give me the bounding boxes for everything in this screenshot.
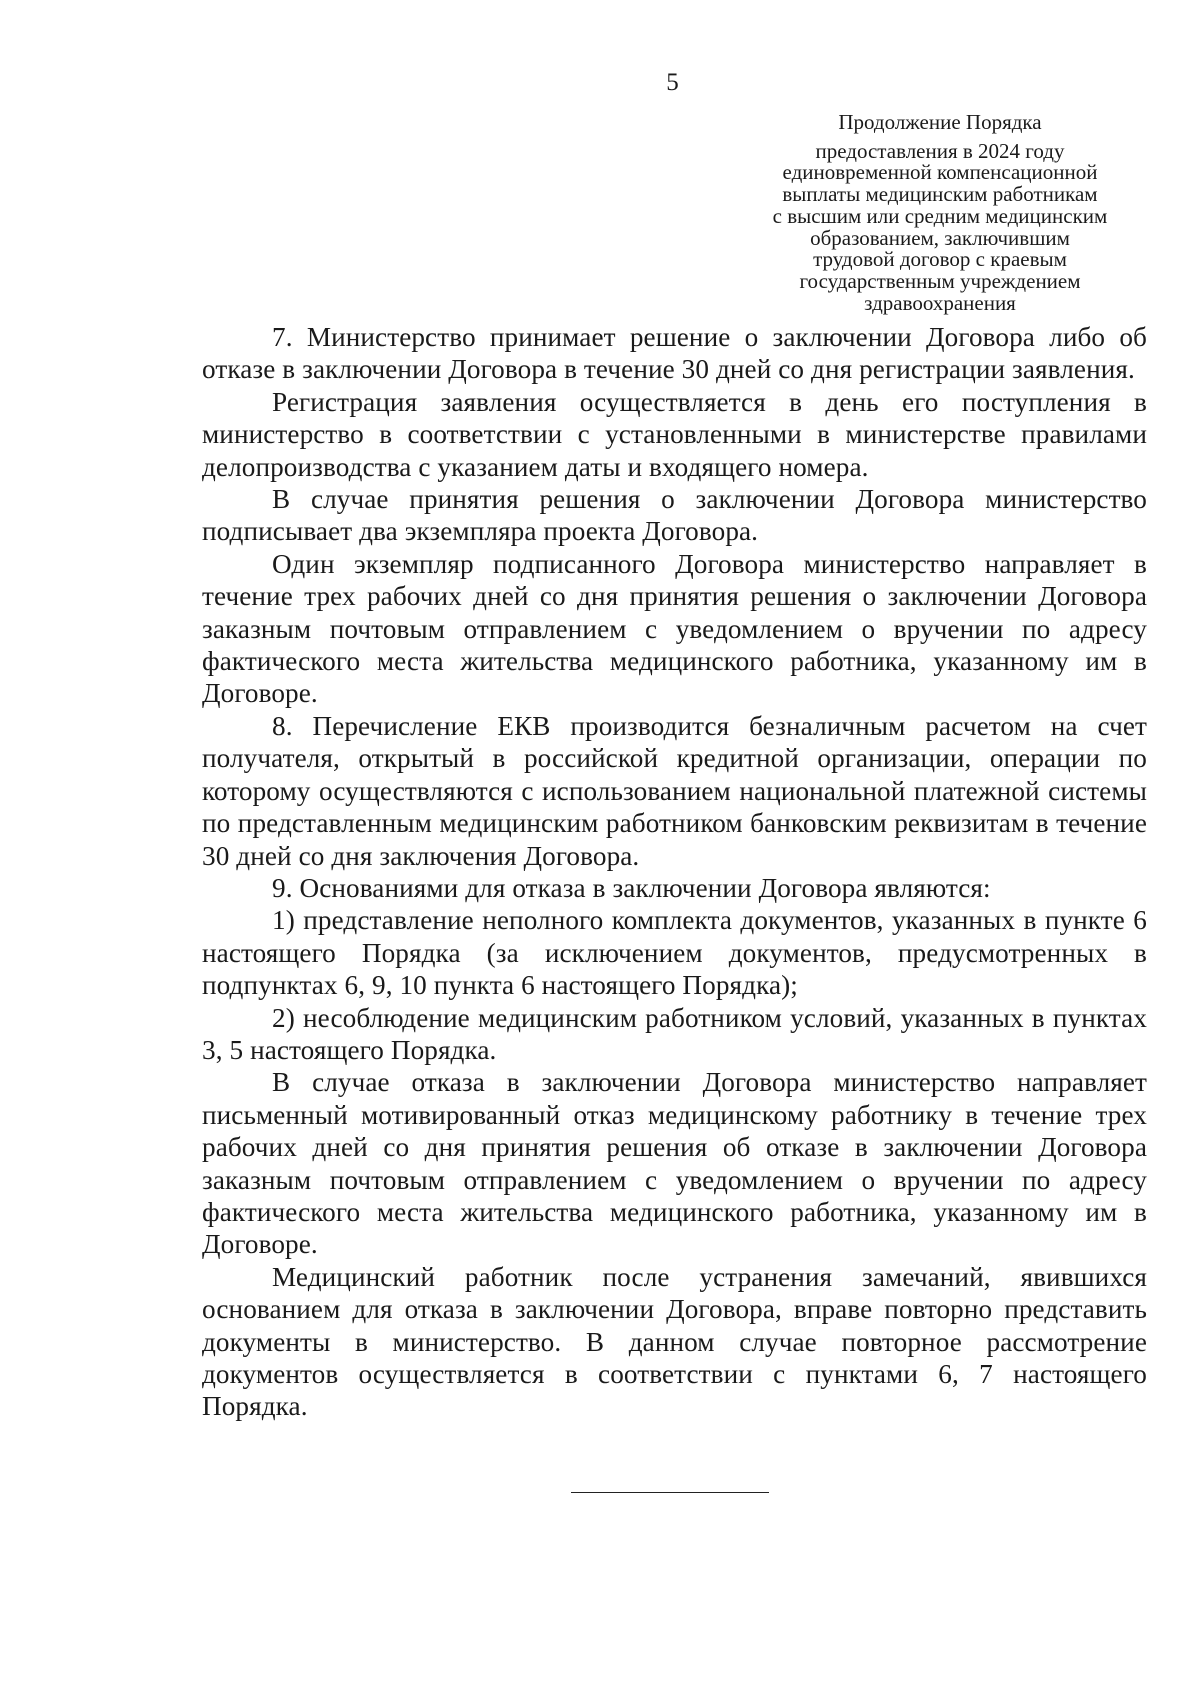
header-line: выплаты медицинским работникам [782,182,1098,207]
paragraph-sending: Один экземпляр подписанного Договора министерство направляет в течение трех рабочих дней со дня принятия решения о заключении Договора заказным почтовым отправлением с уведомлением о вручении по адресу фактического места жительства медицинского работника, указанному им в Договоре. [202,548,1147,709]
header-line: Продолжение Порядка [838,110,1042,134]
header-line: государственным учреждением [799,268,1081,293]
end-separator-line [571,1492,769,1493]
header-line: с высшим или средним медицинским [772,203,1108,228]
paragraph-subitem-1: 1) представление неполного комплекта документов, указанных в пункте 6 настоящего Порядка (за исключением документов, предусмотренных в подпунктах 6, 9, 10 пункта 6 настоящего Порядка); [202,905,1147,1001]
header-line: предоставления в 2024 году [815,138,1065,163]
header-line: образованием, заключившим [810,225,1070,250]
header-line: трудовой договор с краевым [813,247,1067,272]
paragraph-registration: Регистрация заявления осуществляется в день его поступления в министерство в соответствии с установленными в министерстве правилами делопроизводства с указанием даты и входящего номера. [202,386,1147,482]
paragraph-item-7: 7. Министерство принимает решение о заключении Договора либо об отказе в заключении Договора в течение 30 дней со дня регистрации заявления. [202,322,1147,385]
paragraph-subitem-2: 2) несоблюдение медицинским работником условий, указанных в пунктах 3, 5 настоящего Порядка. [202,1002,1147,1065]
paragraph-refusal: В случае отказа в заключении Договора министерство направляет письменный мотивированный отказ медицинскому работнику в течение трех рабочих дней со дня принятия решения об отказе в заключении Договора заказным почтовым отправлением с уведомлением о вручении по адресу фактического места жительства медицинского работника, указанному им в Договоре. [202,1067,1147,1260]
page-number: 5 [666,69,679,96]
paragraph-item-8: 8. Перечисление ЕКВ производится безналичным расчетом на счет получателя, открытый в российской кредитной организации, операции по которому осуществляются с использованием национальной платежной системы по представленным медицинским работником банковским реквизитам в течение 30 дней со дня заключения Договора. [202,710,1147,871]
document-header [740,112,1140,314]
paragraph-resubmission: Медицинский работник после устранения замечаний, явившихся основанием для отказа в заключении Договора, вправе повторно представить документы в министерство. В данном случае повторное рассмотрение документов осуществляется в соответствии с пунктами 6, 7 настоящего Порядка. [202,1261,1147,1422]
paragraph-item-9: 9. Основаниями для отказа в заключении Договора являются: [272,872,991,903]
header-line: единовременной компенсационной [782,160,1098,185]
document-body [202,321,1147,1423]
header-line: здравоохранения [864,290,1016,315]
paragraph-signing: В случае принятия решения о заключении Договора министерство подписывает два экземпляра проекта Договора. [202,484,1147,547]
